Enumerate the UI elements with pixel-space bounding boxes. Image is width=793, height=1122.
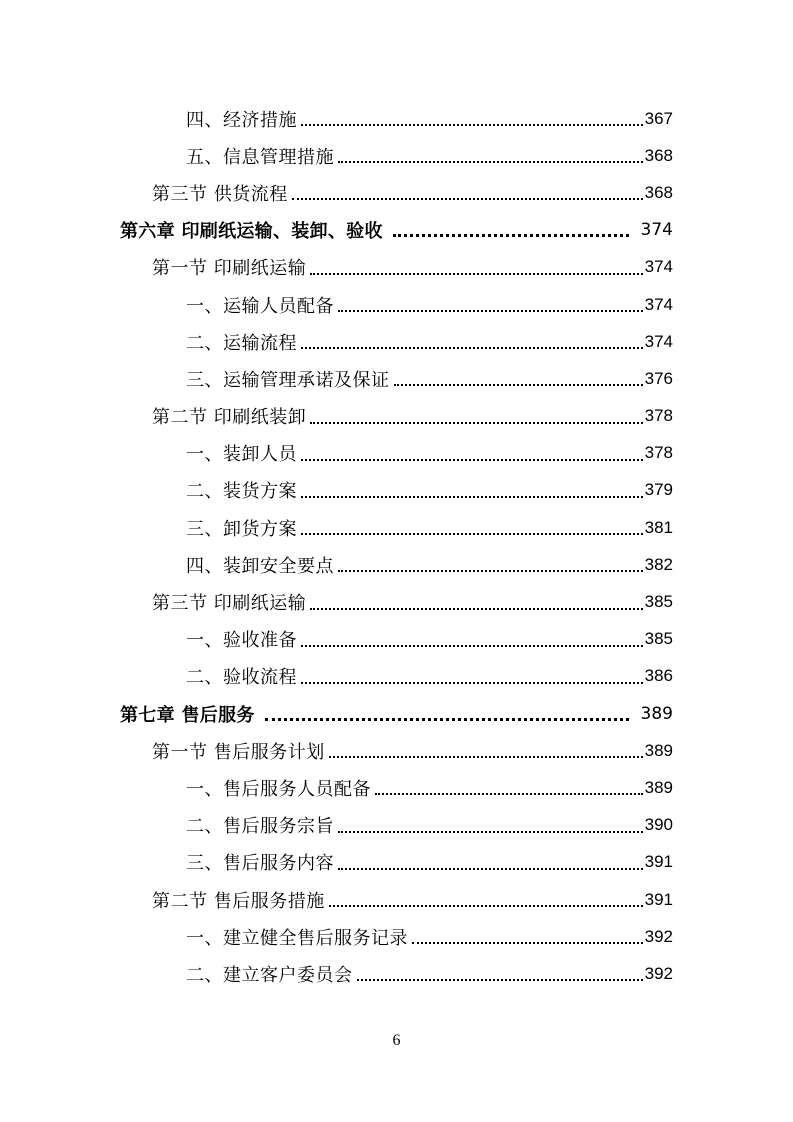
toc-entry-page-number: 368 bbox=[644, 182, 673, 202]
toc-item-entry[interactable] bbox=[0, 807, 793, 844]
toc-entry-page-number: 389 bbox=[640, 703, 673, 724]
toc-entry-page-number: 389 bbox=[644, 777, 673, 797]
dot-leader bbox=[393, 233, 629, 237]
dot-leader bbox=[301, 644, 643, 647]
toc-entry-title: 二、建立客户委员会 bbox=[186, 964, 353, 986]
toc-item-entry[interactable] bbox=[0, 955, 793, 992]
toc-entry-title: 一、售后服务人员配备 bbox=[186, 778, 371, 800]
toc-section-entry[interactable] bbox=[0, 174, 793, 211]
toc-entry-title: 二、售后服务宗旨 bbox=[186, 816, 334, 838]
toc-entry-page-number: 381 bbox=[644, 517, 673, 537]
toc-entry-page-number: 390 bbox=[644, 815, 673, 835]
toc-entry-title: 第三节 印刷纸运输 bbox=[152, 593, 307, 615]
toc-entry-title: 第三节 供货流程 bbox=[152, 183, 288, 205]
toc-entry-title: 二、验收流程 bbox=[186, 667, 297, 689]
toc-entry-title: 一、建立健全售后服务记录 bbox=[186, 927, 408, 949]
toc-entry-page-number: 385 bbox=[644, 592, 673, 612]
dot-leader bbox=[301, 458, 643, 461]
dot-leader bbox=[301, 495, 643, 498]
dot-leader bbox=[301, 123, 643, 126]
dot-leader bbox=[338, 569, 643, 572]
toc-entry-title: 四、装卸安全要点 bbox=[186, 555, 334, 577]
toc-entry-page-number: 386 bbox=[644, 666, 673, 686]
toc-entry-page-number: 385 bbox=[644, 629, 673, 649]
toc-item-entry[interactable] bbox=[0, 546, 793, 583]
toc-entry-page-number: 392 bbox=[644, 963, 673, 983]
toc-entry-page-number: 392 bbox=[644, 926, 673, 946]
toc-item-entry[interactable] bbox=[0, 435, 793, 472]
toc-item-entry[interactable] bbox=[0, 918, 793, 955]
toc-entry-page-number: 374 bbox=[644, 294, 673, 314]
toc-entry-title: 一、装卸人员 bbox=[186, 444, 297, 466]
toc-entry-page-number: 382 bbox=[644, 554, 673, 574]
toc-section-entry[interactable] bbox=[0, 881, 793, 918]
dot-leader bbox=[265, 717, 629, 721]
toc-item-entry[interactable] bbox=[0, 286, 793, 323]
toc-entry-page-number: 376 bbox=[644, 368, 673, 388]
dot-leader bbox=[329, 755, 643, 758]
toc-entry-title: 二、装货方案 bbox=[186, 481, 297, 503]
toc-entry-title: 五、信息管理措施 bbox=[186, 146, 334, 168]
toc-chapter-entry[interactable] bbox=[0, 212, 793, 249]
toc-entry-title: 第七章 售后服务 bbox=[120, 704, 255, 726]
toc-entry-page-number: 379 bbox=[644, 480, 673, 500]
toc-entry-page-number: 374 bbox=[644, 331, 673, 351]
toc-entry-title: 一、运输人员配备 bbox=[186, 295, 334, 317]
toc-item-entry[interactable] bbox=[0, 509, 793, 546]
toc-entry-title: 二、运输流程 bbox=[186, 332, 297, 354]
toc-entry-title: 第六章 印刷纸运输、装卸、验收 bbox=[120, 221, 383, 243]
toc-entry-page-number: 391 bbox=[644, 852, 673, 872]
toc-entry-page-number: 391 bbox=[644, 889, 673, 909]
dot-leader bbox=[338, 830, 643, 833]
toc-entry-page-number: 367 bbox=[644, 108, 673, 128]
toc-entry-page-number: 368 bbox=[644, 145, 673, 165]
dot-leader bbox=[338, 309, 643, 312]
toc-section-entry[interactable] bbox=[0, 249, 793, 286]
toc-item-entry[interactable] bbox=[0, 137, 793, 174]
dot-leader bbox=[292, 197, 643, 200]
dot-leader bbox=[357, 978, 643, 981]
dot-leader bbox=[375, 792, 643, 795]
toc-entry-page-number: 374 bbox=[644, 257, 673, 277]
toc-section-entry[interactable] bbox=[0, 732, 793, 769]
dot-leader bbox=[310, 421, 642, 424]
toc-entry-page-number: 374 bbox=[640, 220, 673, 241]
toc-section-entry[interactable] bbox=[0, 398, 793, 435]
toc-item-entry[interactable] bbox=[0, 100, 793, 137]
toc-entry-title: 第一节 印刷纸运输 bbox=[152, 258, 307, 280]
dot-leader bbox=[412, 941, 643, 944]
table-of-contents bbox=[0, 100, 793, 993]
toc-entry-title: 四、经济措施 bbox=[186, 109, 297, 131]
toc-section-entry[interactable] bbox=[0, 583, 793, 620]
toc-item-entry[interactable] bbox=[0, 323, 793, 360]
dot-leader bbox=[338, 867, 643, 870]
dot-leader bbox=[338, 160, 643, 163]
dot-leader bbox=[310, 607, 642, 610]
toc-item-entry[interactable] bbox=[0, 844, 793, 881]
toc-entry-page-number: 378 bbox=[644, 443, 673, 463]
toc-item-entry[interactable] bbox=[0, 658, 793, 695]
dot-leader bbox=[394, 383, 643, 386]
toc-entry-page-number: 389 bbox=[644, 740, 673, 760]
toc-entry-title: 第一节 售后服务计划 bbox=[152, 741, 325, 763]
toc-item-entry[interactable] bbox=[0, 360, 793, 397]
toc-entry-title: 第二节 印刷纸装卸 bbox=[152, 407, 307, 429]
dot-leader bbox=[329, 904, 643, 907]
toc-entry-page-number: 378 bbox=[644, 406, 673, 426]
toc-item-entry[interactable] bbox=[0, 472, 793, 509]
dot-leader bbox=[310, 272, 642, 275]
dot-leader bbox=[301, 532, 643, 535]
toc-entry-title: 三、售后服务内容 bbox=[186, 853, 334, 875]
toc-item-entry[interactable] bbox=[0, 621, 793, 658]
toc-entry-title: 第二节 售后服务措施 bbox=[152, 890, 325, 912]
toc-chapter-entry[interactable] bbox=[0, 695, 793, 732]
dot-leader bbox=[301, 681, 643, 684]
toc-entry-title: 三、运输管理承诺及保证 bbox=[186, 369, 390, 391]
toc-entry-title: 一、验收准备 bbox=[186, 630, 297, 652]
toc-entry-title: 三、卸货方案 bbox=[186, 518, 297, 540]
dot-leader bbox=[301, 346, 643, 349]
page-number: 6 bbox=[392, 1032, 401, 1049]
toc-item-entry[interactable] bbox=[0, 769, 793, 806]
